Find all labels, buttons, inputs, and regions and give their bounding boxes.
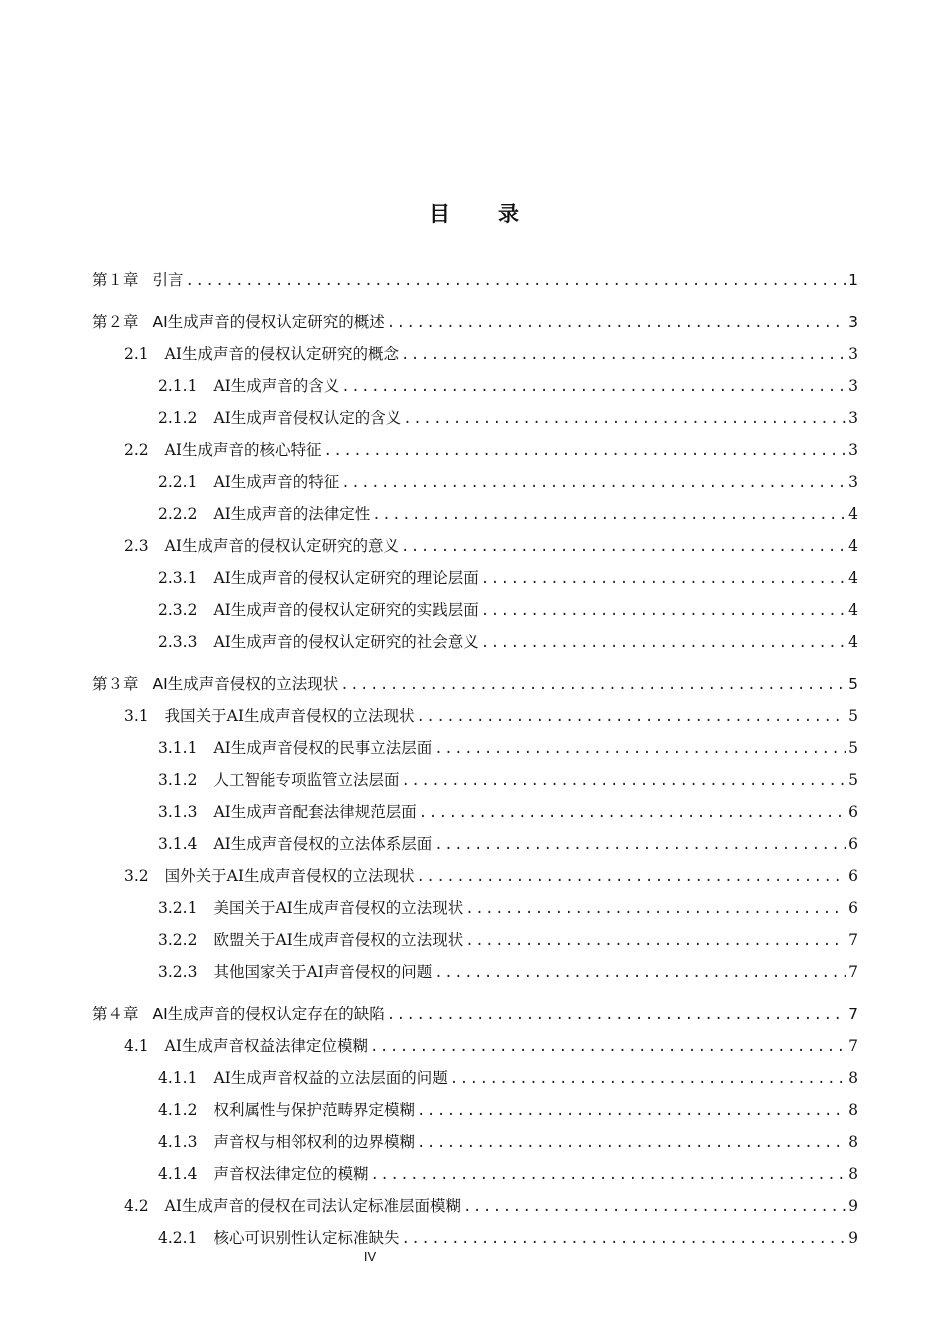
toc-entry-title: 欧盟关于AI生成声音侵权的立法现状 [213, 931, 464, 949]
toc-entry-subsection[interactable] [0, 1126, 950, 1158]
toc-entry-section[interactable] [0, 1030, 950, 1062]
toc-entry-title: AI生成声音侵权的立法体系层面 [213, 835, 433, 853]
dot-leader [403, 403, 846, 435]
toc-entry-title: AI生成声音的侵权认定研究的理论层面 [213, 569, 479, 587]
toc-entry-subsection[interactable] [0, 1158, 950, 1190]
toc-entry-subsection[interactable] [0, 732, 950, 764]
toc-entry-number: 3.2.1 [158, 899, 198, 917]
toc-entry-section[interactable] [0, 530, 950, 562]
toc-entry-subsection[interactable] [0, 562, 950, 594]
toc-entry-title: AI生成声音的侵权认定研究的概述 [152, 313, 385, 331]
dot-leader [372, 499, 846, 531]
dot-leader [463, 1191, 846, 1223]
toc-entry-page: 7 [848, 931, 858, 949]
toc-entry-page: 3 [848, 377, 858, 395]
toc-entry-title: 人工智能专项监管立法层面 [213, 771, 400, 789]
toc-entry-subsection[interactable] [0, 370, 950, 402]
toc-entry-title: AI生成声音的侵权认定研究的意义 [164, 537, 399, 555]
toc-entry-number: 3.1 [124, 707, 149, 725]
page-number: IV [363, 1249, 377, 1264]
toc-entry-subsection[interactable] [0, 924, 950, 956]
toc-entry-number: 2.1.1 [158, 377, 198, 395]
dot-leader [401, 765, 846, 797]
dot-leader [340, 669, 846, 701]
toc-entry-page: 4 [848, 505, 858, 523]
toc-entry-number: 4.1.1 [158, 1069, 198, 1087]
toc-entry-page: 4 [848, 569, 858, 587]
toc-entry-subsection[interactable] [0, 956, 950, 988]
toc-entry-title: AI生成声音的侵权认定研究的社会意义 [213, 633, 479, 651]
toc-entry-section[interactable] [0, 700, 950, 732]
dot-leader [417, 1127, 846, 1159]
toc-entry-number: 3.2 [124, 867, 149, 885]
toc-entry-page: 5 [848, 739, 858, 757]
dot-leader [370, 1159, 846, 1191]
toc-entry-page: 5 [848, 675, 858, 693]
toc-entry-title: 核心可识别性认定标准缺失 [213, 1229, 400, 1247]
dot-leader [401, 339, 846, 371]
dot-leader [450, 1063, 846, 1095]
dot-leader [387, 999, 846, 1031]
dot-leader [186, 265, 846, 297]
toc-entry-title: 声音权与相邻权利的边界模糊 [213, 1133, 415, 1151]
toc-entry-number: 第４章 [92, 1005, 139, 1023]
toc-entry-number: 第１章 [92, 271, 139, 289]
toc-entry-number: 4.1 [124, 1037, 149, 1055]
toc-entry-number: 第２章 [92, 313, 139, 331]
toc-entry-number: 2.3.3 [158, 633, 198, 651]
dot-leader [323, 435, 846, 467]
dot-leader [434, 733, 846, 765]
toc-entry-page: 6 [848, 835, 858, 853]
toc-entry-page: 7 [848, 1005, 858, 1023]
toc-entry-number: 4.2 [124, 1197, 149, 1215]
toc-entry-title: AI生成声音的侵权认定研究的实践层面 [213, 601, 479, 619]
toc-entry-number: 2.3.1 [158, 569, 198, 587]
toc-entry-title: 国外关于AI生成声音侵权的立法现状 [164, 867, 415, 885]
toc-entry-page: 3 [848, 313, 858, 331]
dot-leader [401, 531, 846, 563]
dot-leader [401, 1223, 846, 1255]
toc-entry-chapter[interactable] [0, 264, 950, 296]
toc-entry-page: 3 [848, 409, 858, 427]
toc-entry-title: AI生成声音侵权的民事立法层面 [213, 739, 433, 757]
toc-entry-page: 9 [848, 1229, 858, 1247]
dot-leader [465, 893, 846, 925]
toc-entry-page: 6 [848, 803, 858, 821]
toc-entry-page: 8 [848, 1101, 858, 1119]
toc-entry-number: 第３章 [92, 675, 139, 693]
toc-entry-page: 8 [848, 1069, 858, 1087]
toc-entry-title: AI生成声音的侵权在司法认定标准层面模糊 [164, 1197, 461, 1215]
dot-leader [341, 467, 846, 499]
toc-entry-subsection[interactable] [0, 828, 950, 860]
toc-entry-subsection[interactable] [0, 796, 950, 828]
toc-entry-number: 4.2.1 [158, 1229, 198, 1247]
toc-entry-title: 权利属性与保护范畴界定模糊 [213, 1101, 415, 1119]
toc-entry-section[interactable] [0, 338, 950, 370]
toc-entry-subsection[interactable] [0, 1094, 950, 1126]
dot-leader [341, 371, 846, 403]
table-of-contents [0, 264, 950, 1254]
toc-entry-number: 2.1.2 [158, 409, 198, 427]
toc-entry-title: AI生成声音的侵权认定存在的缺陷 [152, 1005, 385, 1023]
dot-leader [481, 563, 846, 595]
toc-entry-page: 6 [848, 867, 858, 885]
dot-leader [465, 925, 846, 957]
toc-entry-page: 6 [848, 899, 858, 917]
dot-leader [370, 1031, 846, 1063]
toc-entry-page: 3 [848, 345, 858, 363]
toc-entry-section[interactable] [0, 1190, 950, 1222]
toc-entry-title: 声音权法律定位的模糊 [213, 1165, 369, 1183]
toc-entry-title: 其他国家关于AI声音侵权的问题 [213, 963, 433, 981]
toc-entry-subsection[interactable] [0, 764, 950, 796]
toc-entry-title: AI生成声音的法律定性 [213, 505, 371, 523]
toc-entry-title: AI生成声音的含义 [213, 377, 340, 395]
toc-entry-title: AI生成声音的特征 [213, 473, 340, 491]
toc-entry-subsection[interactable] [0, 1062, 950, 1094]
toc-entry-page: 8 [848, 1133, 858, 1151]
toc-entry-page: 3 [848, 441, 858, 459]
toc-entry-chapter[interactable] [0, 306, 950, 338]
dot-leader [419, 797, 846, 829]
toc-entry-page: 5 [848, 771, 858, 789]
toc-entry-number: 2.2.1 [158, 473, 198, 491]
toc-entry-subsection[interactable] [0, 498, 950, 530]
toc-entry-title: AI生成声音权益法律定位模糊 [164, 1037, 368, 1055]
toc-entry-number: 3.2.3 [158, 963, 198, 981]
toc-entry-page: 4 [848, 633, 858, 651]
toc-entry-page: 9 [848, 1197, 858, 1215]
toc-entry-subsection[interactable] [0, 402, 950, 434]
toc-entry-number: 3.1.1 [158, 739, 198, 757]
toc-entry-number: 2.2.2 [158, 505, 198, 523]
toc-entry-number: 3.1.4 [158, 835, 198, 853]
toc-entry-number: 3.1.3 [158, 803, 198, 821]
toc-entry-page: 1 [848, 271, 858, 289]
toc-entry-title: 我国关于AI生成声音侵权的立法现状 [164, 707, 415, 725]
dot-leader [481, 627, 846, 659]
toc-entry-page: 4 [848, 537, 858, 555]
toc-entry-page: 5 [848, 707, 858, 725]
dot-leader [417, 1095, 846, 1127]
toc-entry-title: 引言 [152, 271, 184, 289]
toc-entry-title: 美国关于AI生成声音侵权的立法现状 [213, 899, 464, 917]
toc-entry-number: 3.1.2 [158, 771, 198, 789]
toc-entry-subsection[interactable] [0, 466, 950, 498]
toc-entry-number: 4.1.4 [158, 1165, 198, 1183]
toc-entry-title: AI生成声音配套法律规范层面 [213, 803, 417, 821]
toc-entry-number: 4.1.3 [158, 1133, 198, 1151]
dot-leader [416, 701, 846, 733]
dot-leader [434, 829, 846, 861]
dot-leader [481, 595, 846, 627]
toc-entry-subsection[interactable] [0, 892, 950, 924]
toc-entry-number: 2.1 [124, 345, 149, 363]
toc-entry-title: AI生成声音权益的立法层面的问题 [213, 1069, 448, 1087]
toc-entry-page: 7 [848, 1037, 858, 1055]
dot-leader [434, 957, 846, 989]
toc-entry-title: AI生成声音侵权的立法现状 [152, 675, 339, 693]
toc-entry-page: 8 [848, 1165, 858, 1183]
toc-entry-page: 7 [848, 963, 858, 981]
toc-entry-chapter[interactable] [0, 998, 950, 1030]
toc-entry-title: AI生成声音的核心特征 [164, 441, 322, 459]
toc-entry-section[interactable] [0, 434, 950, 466]
toc-entry-subsection[interactable] [0, 1222, 950, 1254]
toc-entry-subsection[interactable] [0, 594, 950, 626]
toc-entry-number: 3.2.2 [158, 931, 198, 949]
toc-entry-title: AI生成声音侵权认定的含义 [213, 409, 402, 427]
toc-entry-number: 2.3.2 [158, 601, 198, 619]
toc-entry-number: 2.2 [124, 441, 149, 459]
dot-leader [416, 861, 846, 893]
toc-entry-subsection[interactable] [0, 626, 950, 658]
dot-leader [387, 307, 846, 339]
toc-entry-section[interactable] [0, 860, 950, 892]
toc-entry-number: 4.1.2 [158, 1101, 198, 1119]
toc-entry-title: AI生成声音的侵权认定研究的概念 [164, 345, 399, 363]
toc-entry-number: 2.3 [124, 537, 149, 555]
toc-entry-page: 3 [848, 473, 858, 491]
page-title: 目 录 [429, 202, 521, 226]
toc-entry-chapter[interactable] [0, 668, 950, 700]
toc-entry-page: 4 [848, 601, 858, 619]
